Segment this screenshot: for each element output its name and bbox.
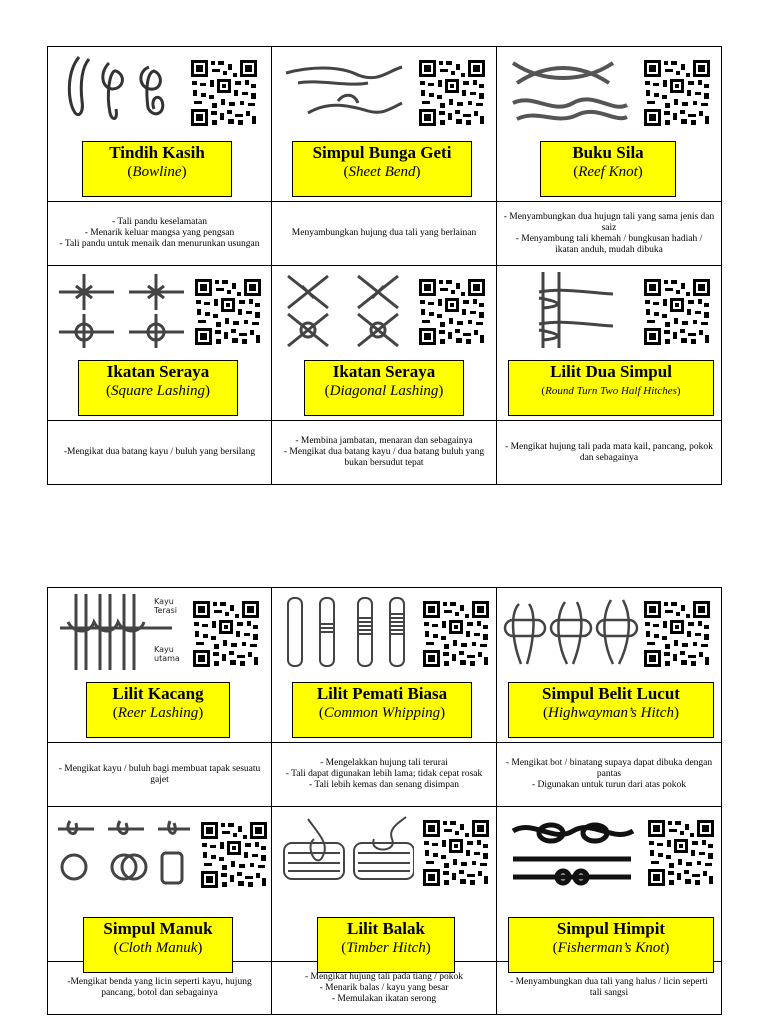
knot-description: - Tali pandu keselamatan - Menarik keluar mangsa yang pengsan - Tali pandu untuk menaik dan menurunkan usungan	[48, 202, 272, 266]
card-description-row	[48, 421, 722, 485]
qr-code-icon[interactable]	[194, 278, 262, 346]
qr-code-icon[interactable]	[190, 59, 258, 127]
knot-malay-name: Simpul Bunga Geti	[312, 143, 452, 162]
knot-english-name: (Cloth Manuk)	[113, 940, 203, 956]
qr-code-icon[interactable]	[418, 278, 486, 346]
knot-malay-name: Simpul Belit Lucut	[542, 684, 680, 703]
sketch-caption: Terasi	[154, 606, 178, 615]
card-timber-hitch	[272, 807, 497, 962]
diagonal-lashing-sketch-icon	[278, 272, 414, 348]
knot-malay-name: Ikatan Seraya	[106, 362, 210, 381]
knot-description: - Membina jambatan, menaran dan sebagainya - Mengikat dua batang kayu / dua batang buluh yang bukan bersudut tepat	[272, 421, 497, 485]
knot-description: - Mengikat kayu / buluh bagi membuat tapak sesuatu gajet	[48, 743, 272, 807]
knot-description: - Mengelakkan hujung tali terurai - Tali dapat digunakan lebih lama; tidak cepat rosak - Tali lebih kemas dan senang disimpan	[272, 743, 497, 807]
card-description-row	[48, 962, 722, 1015]
sketch-caption: Kayu	[154, 645, 174, 654]
qr-code-icon[interactable]	[643, 59, 711, 127]
qr-code-icon[interactable]	[422, 600, 490, 668]
square-lashing-sketch-icon	[54, 272, 190, 348]
knot-name-label	[78, 360, 238, 416]
reef-knot-sketch-icon	[503, 53, 639, 129]
card-reer-lashing	[48, 588, 272, 743]
sheet-bend-sketch-icon	[278, 53, 414, 129]
knot-english-name: (Round Turn Two Half Hitches)	[541, 385, 681, 397]
knot-name-label	[508, 360, 714, 416]
card-common-whipping	[272, 588, 497, 743]
card-round-turn	[497, 266, 722, 421]
card-diagonal-lashing	[272, 266, 497, 421]
sketch-caption: utama	[154, 654, 180, 663]
knot-name-label	[86, 682, 230, 738]
knot-english-name: (Reer Lashing)	[112, 705, 204, 721]
card-row	[48, 807, 722, 962]
highwaymans-hitch-sketch-icon	[503, 594, 639, 670]
knot-malay-name: Lilit Dua Simpul	[550, 362, 672, 381]
knot-english-name: (Common Whipping)	[318, 705, 446, 721]
knot-description: - Mengikat hujung tali pada tiang / pokok - Menarik balas / kayu yang besar - Memulakan ikatan serong	[272, 962, 497, 1015]
card-description-row	[48, 743, 722, 807]
knot-name-label	[292, 682, 472, 738]
qr-code-icon[interactable]	[192, 600, 260, 668]
knot-english-name: (Diagonal Lashing)	[324, 383, 444, 399]
card-sheet-bend	[272, 47, 497, 202]
card-description-row	[48, 202, 722, 266]
common-whipping-sketch-icon	[278, 594, 414, 670]
timber-hitch-sketch-icon	[278, 813, 414, 889]
knot-malay-name: Lilit Pemati Biasa	[316, 684, 448, 703]
knot-malay-name: Ikatan Seraya	[332, 362, 436, 381]
sketch-caption: Kayu	[154, 597, 174, 606]
card-row	[48, 47, 722, 202]
fishermans-knot-sketch-icon	[503, 813, 639, 889]
qr-code-icon[interactable]	[422, 819, 490, 887]
clove-hitch-sketch-icon	[54, 813, 190, 889]
knot-english-name: (Highwayman’s Hitch)	[543, 705, 679, 721]
card-reef-knot	[497, 47, 722, 202]
knot-name-label	[82, 141, 232, 197]
card-square-lashing	[48, 266, 272, 421]
knot-description: -Mengikat dua batang kayu / buluh yang bersilang	[48, 421, 272, 485]
knot-malay-name: Tindih Kasih	[109, 143, 205, 162]
knot-sheet-top	[47, 46, 722, 485]
card-highwaymans-hitch	[497, 588, 722, 743]
knot-english-name: (Bowline)	[127, 164, 187, 180]
card-cloth-manuk	[48, 807, 272, 962]
knot-name-label	[508, 682, 714, 738]
knot-name-label	[292, 141, 472, 197]
card-row	[48, 266, 722, 421]
knot-description: - Menyambungkan dua tali yang halus / licin seperti tali sangsi	[497, 962, 722, 1015]
knot-sheet-bottom	[47, 587, 722, 1015]
knot-description: - Mengikat bot / binatang supaya dapat dibuka dengan pantas - Digunakan untuk turun dari atas pokok	[497, 743, 722, 807]
knot-malay-name: Buku Sila	[572, 143, 644, 162]
qr-code-icon[interactable]	[418, 59, 486, 127]
knot-description: -Mengikat benda yang licin seperti kayu, hujung pancang, botol dan sebagainya	[48, 962, 272, 1015]
knot-english-name: (Sheet Bend)	[343, 164, 421, 180]
knot-malay-name: Simpul Manuk	[103, 919, 213, 938]
knot-english-name: (Timber Hitch)	[341, 940, 431, 956]
qr-code-icon[interactable]	[643, 278, 711, 346]
knot-description: - Menyambungkan dua hujugn tali yang sama jenis dan saiz - Menyambung tali khemah / bungkusan hadiah / ikatan anduh, mudah dibuka	[497, 202, 722, 266]
qr-code-icon[interactable]	[643, 600, 711, 668]
knot-english-name: (Fisherman’s Knot)	[552, 940, 670, 956]
knot-malay-name: Simpul Himpit	[556, 919, 666, 938]
reer-lashing-sketch-icon	[54, 594, 190, 670]
card-bowline	[48, 47, 272, 202]
qr-code-icon[interactable]	[647, 819, 715, 887]
knot-malay-name: Lilit Balak	[347, 919, 425, 938]
knot-english-name: (Square Lashing)	[105, 383, 211, 399]
card-fishermans-knot	[497, 807, 722, 962]
knot-malay-name: Lilit Kacang	[112, 684, 204, 703]
knot-english-name: (Reef Knot)	[573, 164, 643, 180]
card-row	[48, 588, 722, 743]
round-turn-sketch-icon	[503, 272, 639, 348]
qr-code-icon[interactable]	[200, 821, 268, 889]
knot-description: - Mengikat hujung tali pada mata kail, pancang, pokok dan sebagainya	[497, 421, 722, 485]
knot-name-label	[304, 360, 464, 416]
knot-description: Menyambungkan hujung dua tali yang berlainan	[272, 202, 497, 266]
knot-name-label	[540, 141, 676, 197]
bowline-sketch-icon	[54, 53, 190, 129]
